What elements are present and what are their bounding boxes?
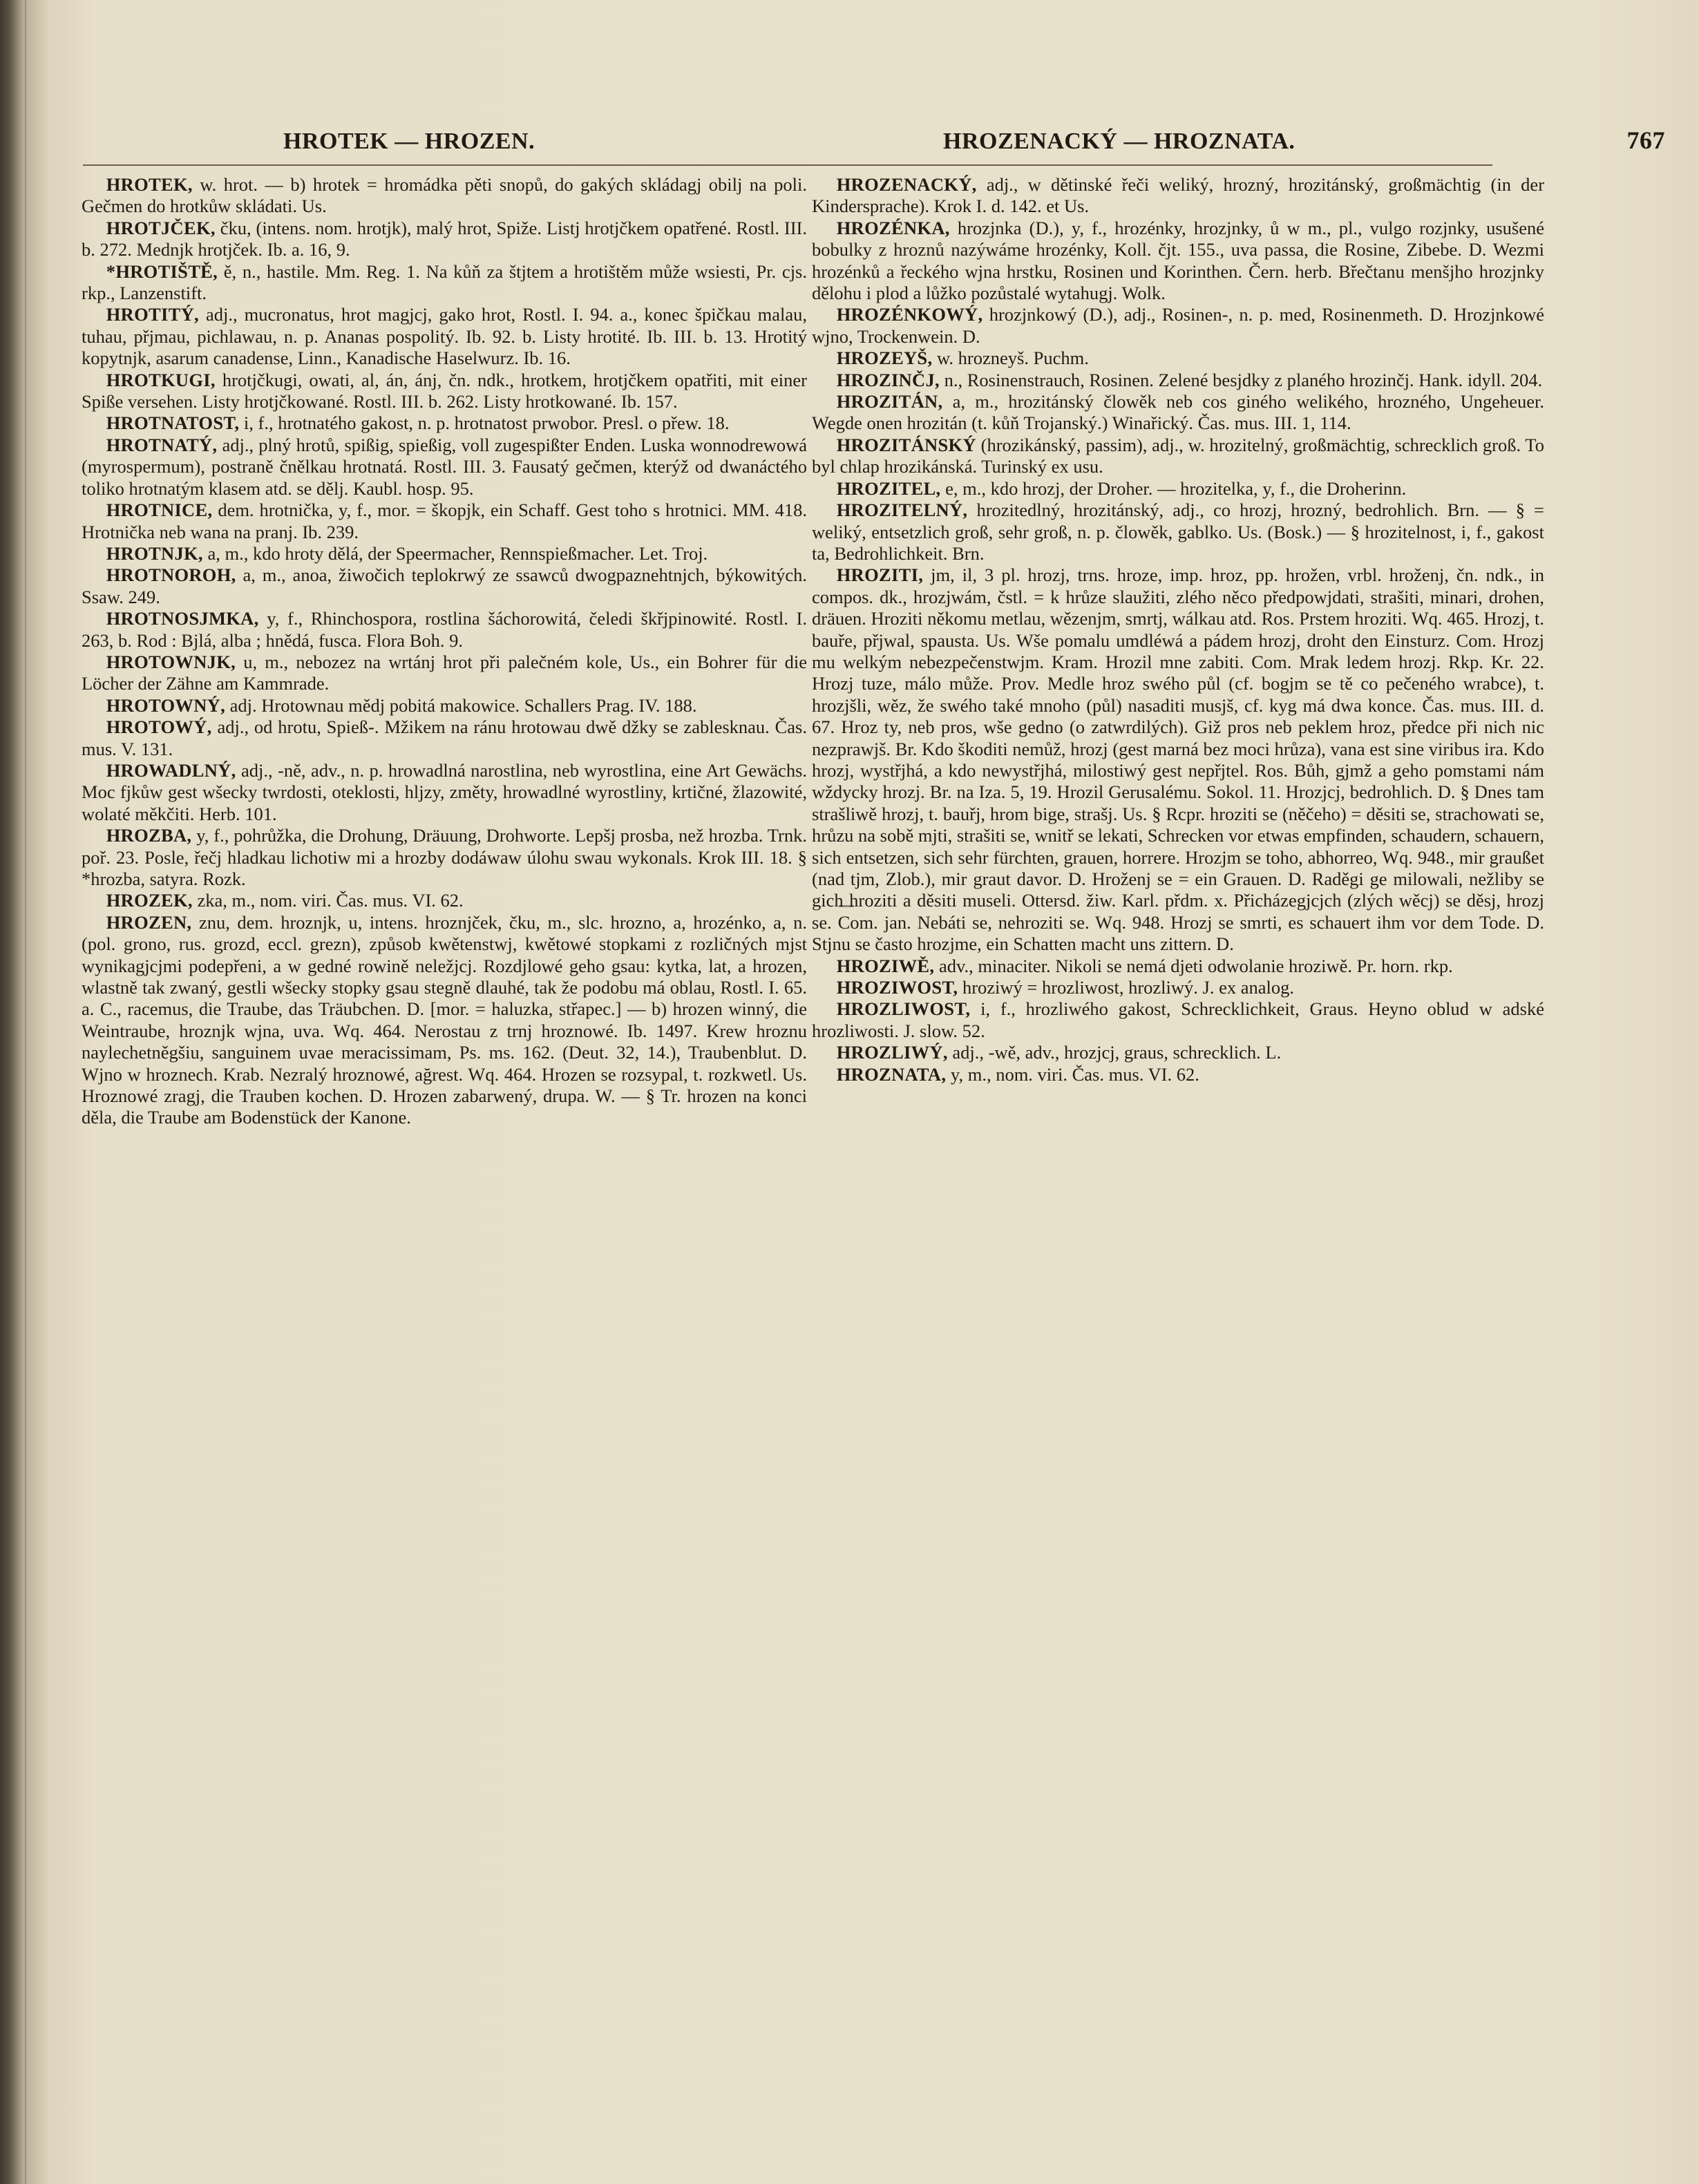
entry-hrozitan	[812, 391, 1544, 435]
entry-hrotiste	[82, 261, 807, 305]
entry-hrozen	[82, 912, 807, 1129]
headword: HROTNJK,	[106, 542, 203, 564]
entry-text: hroziwý = hrozliwost, hrozliwý. J. ex analog.	[962, 977, 1295, 998]
entry-hroznata	[812, 1064, 1544, 1085]
headword: HROTNICE,	[106, 500, 213, 521]
entry-text: adj., mucronatus, hrot magjcj, gako hrot, Rostl. I. 94. a., konec špičkau malau, tuhau, přjmau, pichlawau, n. p. Ananas pospolitý. Ib. 92. b. Listy hrotité. Ib. III. b. 13. Hrotitý kopytnjk, asarum canadense, Linn., Kanadische Haselwurz. Ib. 16.	[82, 304, 808, 369]
entry-text: adj., w dětinské řeči weliký, hrozný, hrozitánský, großmächtig (in der Kindersprache). Krok I. d. 142. et Us.	[812, 174, 1545, 217]
entry-text: u, m., nebozez na wrtánj hrot při palečném kole, Us., ein Bohrer für die Löcher der Zähne am Kammrade.	[82, 651, 807, 694]
headword: HROTOWNJK,	[106, 651, 236, 672]
headword: HROTITÝ,	[106, 304, 199, 325]
entry-text: y, f., pohrůžka, die Drohung, Dräuung, Drohworte. Lepšj prosba, než hrozba. Trnk. poř. 23. Posle, řečj hladkau lichotiw mi a hrozby dodáwaw úlohu swau wykonals. Krok III. 18. § *hrozba, satyra. Rozk.	[82, 825, 808, 889]
entry-hrozenka	[812, 218, 1544, 305]
entry-text: znu, dem. hroznjk, u, intens. hroznjček, čku, m., slc. hrozno, a, hrozénko, a, n. (pol. grono, rus. grozd, eccl. grezn), způsob kwětenstwj, kwětowé stopkami z rozličných mjst wynikagjcjmi podepřeni, a w gedné rowině neležjcj. Rozdjlowé geho gsau: kytka, lat, a hrozen, wlastně tak zwaný, gestli wšecky stopky gsau stegně dlauhé, tak že podobu má oblau, Rostl. I. 65. a. C., racemus, die Traube, das Träubchen. D. [mor. = haluzka, střapec.] — b) hrozen winný, die Weintraube, hroznjk wjna, uva. Wq. 464. Nerostau z trnj hroznowé. Ib. 1497. Krew hroznu naylechetněgšiu, sanguinem uvae meracissimam, Ps. ms. 162. (Deut. 32, 14.), Traubenblut. D. Wjno w hroznech. Krab. Nezralý hroznowé, ağrest. Wq. 464. Hrozen se rozsypal, t. rozkwetl. Us. Hroznowé zragj, die Trauben kochen. D. Hrozen zabarwený, drupa. W. — § Tr. hrozen na konci děla, die Traube am Bodenstück der Kanone.	[82, 911, 808, 1128]
headword: HROZITELNÝ,	[836, 500, 968, 521]
running-head	[83, 126, 1665, 163]
entry-text: adv., minaciter. Nikoli se nemá djeti odwolanie hroziwě. Pr. horn. rkp.	[938, 955, 1453, 976]
headword: *HROTIŠTĚ,	[106, 260, 218, 282]
entry-hrotnaty	[82, 435, 807, 500]
entry-text: hrozjnka (D.), y, f., hrozénky, hrozjnky, ů w m., pl., vulgo rozjnky, usušené bobulky z hroznů nazýwáme hrozénky, Koll. čjt. 155., uva passa, die Rosine, Zibebe. D. Wezmi hrozénků a řeckého wjna hrstku, Rosinen und Korinthen. Čern. herb. Břečtanu menšjho hrozjnky dělohu i plod a lůžko pozůstalé wytahugj. Wolk.	[812, 217, 1545, 304]
entry-hrotkugi	[82, 370, 807, 413]
entry-text: i, f., hrotnatého gakost, n. p. hrotnatost prwobor. Presl. o přew. 18.	[243, 412, 730, 434]
entry-text: e, m., kdo hrozj, der Droher. — hrozitelka, y, f., die Droherinn.	[945, 477, 1407, 499]
entry-hrozliwost	[812, 998, 1544, 1042]
headword: HROTEK,	[106, 174, 193, 195]
headword: HROTNATÝ,	[106, 434, 218, 455]
entry-hrotowy	[82, 716, 807, 760]
entry-hrozliwy	[812, 1042, 1544, 1063]
headword: HROZIWĚ,	[836, 955, 935, 976]
running-head-left: HROTEK — HROZEN.	[283, 129, 535, 154]
entry-hrotity	[82, 304, 807, 369]
entry-text: a, m., hrozitánský člowěk neb cos giného welikého, hrozného, Ungeheuer. Wegde onen hrozitán (t. kůň Trojanský.) Winařický. Čas. mus. III. 1, 114.	[812, 391, 1544, 434]
entry-text: dem. hrotnička, y, f., mor. = škopjk, ein Schaff. Gest toho s hrotnici. MM. 418. Hrotnička neb wana na pranj. Ib. 239.	[82, 500, 807, 542]
headword: HROZÉNKA,	[836, 217, 950, 238]
headword: HROZBA,	[106, 825, 192, 846]
entry-hrozba	[82, 825, 807, 890]
headword: HROTOWÝ,	[106, 716, 212, 738]
entry-hrozenkowy	[812, 304, 1544, 348]
entry-text: zka, m., nom. viri. Čas. mus. VI. 62.	[197, 890, 464, 911]
entry-hrotowny	[82, 695, 807, 716]
headword: HROZLIWÝ,	[836, 1042, 948, 1063]
entry-hrozitansky	[812, 435, 1544, 478]
entry-hrotek	[82, 174, 807, 218]
headword: HROZINČJ,	[836, 369, 940, 390]
left-column	[82, 174, 807, 1129]
entry-hrozitelny	[812, 500, 1544, 564]
headword: HROTNOSJMKA,	[106, 608, 259, 629]
entry-text: w. hrozneyš. Puchm.	[937, 348, 1089, 369]
headword: HROZEN,	[106, 911, 192, 933]
page-number: 767	[1626, 126, 1665, 154]
entry-hrowadlny	[82, 760, 807, 825]
entry-hrozincj	[812, 370, 1544, 391]
entry-hrozitel	[812, 478, 1544, 500]
headword: HROZLIWOST,	[836, 998, 971, 1020]
headword: HROTKUGI,	[106, 369, 216, 390]
headword: HROZÉNKOWÝ,	[836, 304, 983, 325]
running-head-right: HROZENACKÝ — HROZNATA.	[943, 129, 1295, 154]
headword: HROWADLNÝ,	[106, 759, 236, 781]
entry-text: i, f., hrozliwého gakost, Schrecklichkeit, Graus. Heyno oblud w adské hrozliwosti. J. slow. 52.	[812, 998, 1544, 1041]
entry-hrozenacky	[812, 174, 1544, 218]
entry-hrotnice	[82, 500, 807, 543]
entry-hrotownjk	[82, 652, 807, 695]
entry-text: adj. Hrotownau mědj pobitá makowice. Schallers Prag. IV. 188.	[229, 694, 697, 716]
entry-text: a, m., anoa, žiwočich teplokrwý ze ssawců dwogpaznehtnjch, býkowitých. Ssaw. 249.	[82, 564, 808, 607]
entry-text: adj., plný hrotů, spißig, spießig, voll zugespißter Enden. Luska wonnodrewowá (myrospermum), postraně čnělkau hrotnatá. Rostl. III. 3. Fausatý gečmen, kterýž od dwanáctého toliko hrotnatým klasem atd. se dělj. Kaubl. hosp. 95.	[82, 434, 808, 499]
entry-text: hrozitedlný, hrozitánský, adj., co hrozj, hrozný, bedrohlich. Brn. — § = weliký, entsetzlich groß, sehr groß, n. p. člowěk, gablko. Us. (Bosk.) — § hrozitelnost, i, f., gakost ta, Bedrohlichkeit. Brn.	[812, 500, 1545, 564]
headword: HROZEK,	[106, 890, 193, 911]
entry-hroziwost	[812, 977, 1544, 998]
headword: HROZITI,	[836, 564, 924, 586]
headword: HROZITÁN,	[836, 391, 943, 412]
header-rule	[83, 164, 1492, 166]
entry-hrotnosjmka	[82, 608, 807, 652]
headword: HROTJČEK,	[106, 217, 216, 238]
headword: HROTNOROH,	[106, 564, 236, 586]
entry-text: čku, (intens. nom. hrotjk), malý hrot, Spiže. Listj hrotjčkem opatřené. Rostl. III. b. 272. Mednjk hrotjček. Ib. a. 16, 9.	[82, 217, 808, 260]
entry-text: adj., -ně, adv., n. p. hrowadlná narostlina, neb wyrostlina, eine Art Gewächs. Moc fjkůw gest wšecky twrdosti, oteklosti, hljzy, změty, hrowadlné wyrostliny, krtičné, žlazowité, wolaté měkčiti. Herb. 101.	[82, 759, 808, 824]
entry-hrotjcek	[82, 218, 807, 261]
entry-text: y, m., nom. viri. Čas. mus. VI. 62.	[950, 1063, 1199, 1085]
entry-hroziwe	[812, 956, 1544, 977]
headword: HROZNATA,	[836, 1063, 947, 1085]
entry-text: hrozjnkowý (D.), adj., Rosinen-, n. p. med, Rosinenmeth. D. Hrozjnkowé wjno, Trockenwein. D.	[812, 304, 1544, 347]
headword: HROZENACKÝ,	[836, 174, 977, 195]
headword: HROTOWNÝ,	[106, 694, 226, 716]
entry-text: n., Rosinenstrauch, Rosinen. Zelené besjdky z planého hrozinčj. Hank. idyll. 204.	[944, 369, 1543, 390]
headword: HROTNATOST,	[106, 412, 240, 434]
entry-hrozeys	[812, 348, 1544, 369]
entry-text: jm, il, 3 pl. hrozj, trns. hroze, imp. hroz, pp. hrožen, vrbl. hroženj, čn. ndk., in compos. dk., hrozjwám, čstl. = k hrůze slaužiti, zlého něco předpowjdati, strašiti, minari, drohen, dräuen. Hroziti někomu metlau, wězenjm, smrtj, wálkau atd. Ros. Prstem hroziti. Wq. 465. Hrozj, t. bauře, přjwal, spausta. Us. Wše pomalu umdléwá a pádem hrozj, droht den Einsturz. Com. Hrozj mu welkým nebezpečenstwjm. Kram. Hrozil mne zabiti. Com. Mrak ledem hrozj. Rkp. Kr. 22. Hrozj tuze, málo může. Prov. Medle hroz swého půl (cf. bogjm se tě co pečeného wrabce), t. hrozjšli, wěz, že swého také mnoho (půl) nasaditi musjš, cf. kyg má dwa konce. Čas. mus. III. d. 67. Hroz ty, neb pros, wše gedno (o zatwrdilých). Giž pros neb peklem hroz, předce při nich nic nezprawjš. Br. Kdo škoditi nemůž, hrozj (gest marná bez moci hrůza), vana est sine viribus ira. Kdo hrozj, wystřjhá, a kdo newystřjhá, milostiwý gest nepřjtel. Ros. Bůh, gjmž a geho pomstami nám wždycky hrozj. Br. na Iza. 5, 19. Hrozil Gerusalému. Sokol. 11. Hrozjcj, bedrohlich. D. § Dnes tam strašliwě hrozj, t. bauřj, hrom bige, strašj. Us. § Rcpr. hroziti se (něčeho) = děsiti se, strachowati se, hrůzu na sobě mjti, strašiti se, wnitř se lekati, Schrecken vor etwas empfinden, schaudern, schauern, sich entsetzen, sich sehr fürchten, grauen, horrere. Hrozjm se toho, abhorreo, Wq. 948., mir graußet (nad tjm, Zlob.), mir graut davor. D. Hroženj se = ein Grauen. D. Raděgi ge milowali, nežliby se gich hroziti a děsiti museli. Ottersd. žiw. Karl. přdm. x. Přicházegjcjch (zlých wěcj) se děsj, hrozj se. Com. jan. Nebáti se, nehroziti se. Wq. 948. Hrozj se smrti, es schauert ihm vor dem Tode. D. Stjnu se často hrozjme, ein Schatten macht uns zittern. D.	[812, 564, 1545, 955]
right-column	[812, 174, 1544, 1085]
entry-text: hrotjčkugi, owati, al, án, ánj, čn. ndk., hrotkem, hrotjčkem opatřiti, mit einer Spiße versehen. Listy hrotjčkowané. Rostl. III. b. 262. Listy hrotkowané. Ib. 157.	[82, 369, 808, 412]
entry-text: ě, n., hastile. Mm. Reg. 1. Na kůň za štjtem a hrotištěm může wsiesti, Pr. cjs. rkp., Lanzenstift.	[82, 260, 807, 304]
entry-text: y, f., Rhinchospora, rostlina šáchorowitá, čeledi škřjpinowité. Rostl. I. 263, b. Rod : Bjlá, alba ; hnědá, fusca. Flora Boh. 9.	[82, 608, 807, 651]
headword: HROZITEL,	[836, 477, 941, 499]
entry-text: adj., od hrotu, Spieß-. Mžikem na ránu hrotowau dwě džky se zablesknau. Čas. mus. V. 131.	[82, 716, 807, 759]
entry-hrotnatost	[82, 412, 807, 434]
entry-text: adj., -wě, adv., hrozjcj, graus, schrecklich. L.	[952, 1042, 1282, 1063]
entry-text: (hrozikánský, passim), adj., w. hrozitelný, großmächtig, schrecklich groß. To byl chlap hrozikánská. Turinský ex usu.	[812, 434, 1545, 477]
entry-hrotnoroh	[82, 564, 807, 608]
entry-text: w. hrot. — b) hrotek = hromádka pěti snopů, do gakých skládagj obilj na poli. Gečmen do hrotkůw skládati. Us.	[82, 174, 808, 217]
entry-hroziti	[812, 564, 1544, 955]
entry-hrotnjk	[82, 543, 807, 564]
headword: HROZITÁNSKÝ	[836, 434, 976, 455]
headword: HROZEYŠ,	[836, 348, 933, 369]
entry-hrozek	[82, 890, 807, 911]
headword: HROZIWOST,	[836, 977, 958, 998]
entry-text: a, m., kdo hroty dělá, der Speermacher, Rennspießmacher. Let. Troj.	[207, 542, 708, 564]
